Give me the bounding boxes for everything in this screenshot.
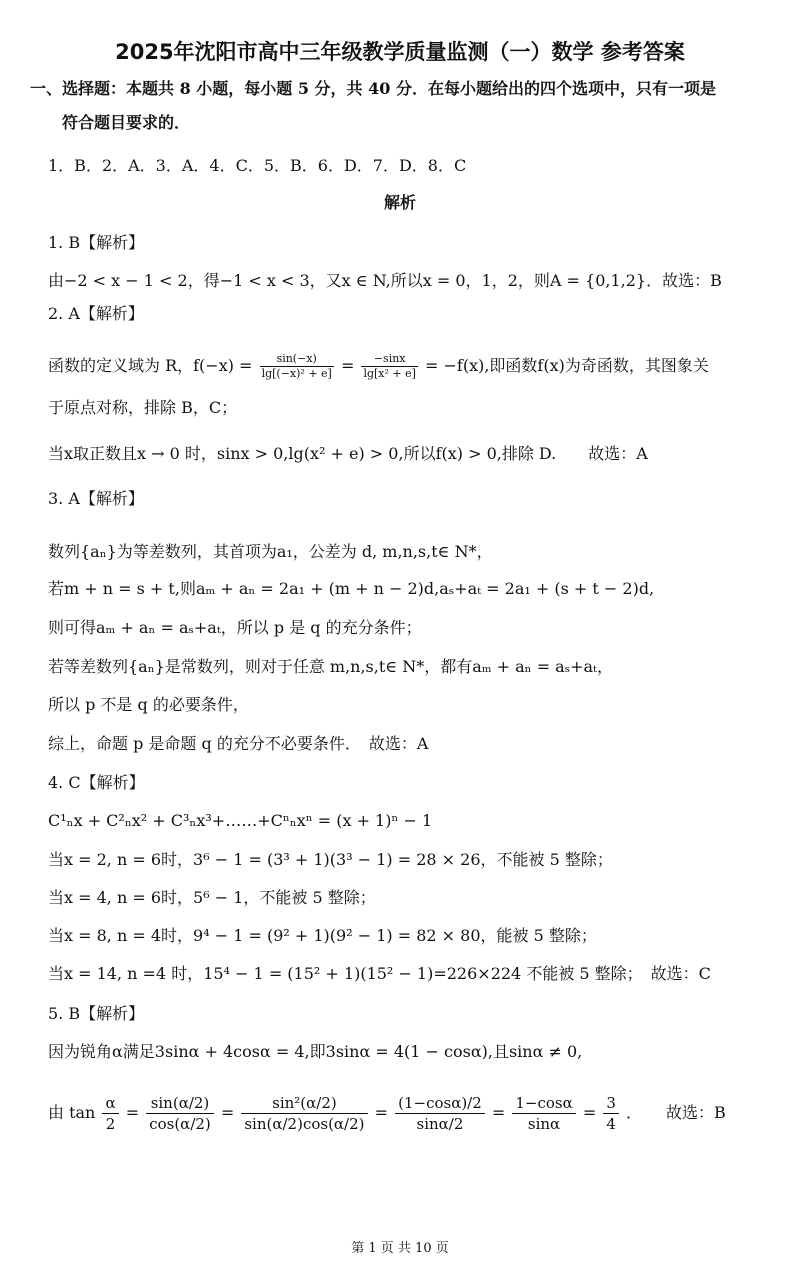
q2-line2: 于原点对称，排除 B，C； bbox=[48, 398, 238, 417]
q2-fraction-2 bbox=[361, 352, 417, 381]
answer-key: 1．B．2．A．3．A．4．C．5．B．6．D．7．D．8．C bbox=[48, 156, 467, 175]
q4-line3: 当x = 4, n = 6时，5⁶ − 1，不能被 5 整除； bbox=[48, 888, 376, 907]
section-heading-line1: 一、选择题：本题共 8 小题，每小题 5 分，共 40 分．在每小题给出的四个选项中，只有一项是 bbox=[30, 79, 716, 98]
q3-line1: 数列{aₙ}为等差数列，其首项为a₁，公差为 d, m,n,s,t∈ N*， bbox=[48, 542, 493, 561]
q5-frac-result-den: 4 bbox=[606, 1115, 616, 1133]
q5-frac-sin-cos bbox=[146, 1093, 214, 1134]
q5-frac-result bbox=[603, 1093, 619, 1134]
q5-frac-sin-squared bbox=[241, 1093, 367, 1134]
q5-tail: ． 故选：B bbox=[625, 1103, 726, 1122]
q4-line4: 当x = 8, n = 4时，9⁴ − 1 = (9² + 1)(9² − 1) = 82 × 80，能被 5 整除； bbox=[48, 926, 597, 945]
page-title: 2025年沈阳市高中三年级教学质量监测（一）数学 参考答案 bbox=[115, 40, 685, 64]
q5-label: 5. B【解析】 bbox=[48, 1004, 145, 1023]
q2-fraction-1-den: lg[(−x)² + e] bbox=[261, 367, 332, 380]
q5-frac-one-minus-cos-den: sinα bbox=[527, 1115, 561, 1133]
q5-eq-3: = bbox=[374, 1103, 389, 1122]
q3-line5: 所以 p 不是 q 的必要条件， bbox=[48, 695, 249, 714]
q3-line6: 综上，命题 p 是命题 q 的充分不必要条件． 故选：A bbox=[48, 734, 429, 753]
q5-eq-5: = bbox=[582, 1103, 597, 1122]
q2-fraction-2-num: −sinx bbox=[361, 352, 417, 367]
q5-frac-one-minus-cos-num: 1−cosα bbox=[512, 1093, 575, 1114]
q2-line1-post: = −f(x),即函数f(x)为奇函数，其图象关 bbox=[425, 356, 709, 375]
q3-line2: 若m + n = s + t,则aₘ + aₙ = 2a₁ + (m + n − 2)d,aₛ+aₜ = 2a₁ + (s + t − 2)d, bbox=[48, 579, 655, 598]
q5-frac-sin-squared-den: sin(α/2)cos(α/2) bbox=[244, 1115, 365, 1133]
q2-line1-pre: 函数的定义域为 R，f(−x) = bbox=[48, 356, 253, 375]
q5-tan-derivation bbox=[48, 1086, 770, 1146]
q4-line5: 当x = 14, n =4 时，15⁴ − 1 = (15² + 1)(15² − 1)=226×224 不能被 5 整除； 故选：C bbox=[48, 964, 711, 983]
q5-frac-one-minus-cos-half-den: sinα/2 bbox=[416, 1115, 464, 1133]
q3-label: 3. A【解析】 bbox=[48, 489, 144, 508]
q3-line4: 若等差数列{aₙ}是常数列，则对于任意 m,n,s,t∈ N*，都有aₘ + aₙ = aₛ+aₜ， bbox=[48, 657, 614, 676]
q3-line3: 则可得aₘ + aₙ = aₛ+aₜ，所以 p 是 q 的充分条件； bbox=[48, 618, 422, 637]
q5-eq-4: = bbox=[491, 1103, 506, 1122]
q5-frac-half-angle-num: α bbox=[102, 1093, 118, 1114]
q5-line1: 因为锐角α满足3sinα + 4cosα = 4,即3sinα = 4(1 − cosα),且sinα ≠ 0, bbox=[48, 1042, 583, 1061]
q2-equals: = bbox=[340, 356, 355, 375]
page-footer: 第 1 页 共 10 页 bbox=[351, 1241, 449, 1256]
q4-line1: C¹ₙx + C²ₙx² + C³ₙx³+……+Cⁿₙxⁿ = (x + 1)ⁿ − 1 bbox=[48, 811, 433, 830]
section-heading-line2: 符合题目要求的． bbox=[62, 113, 191, 132]
q5-frac-one-minus-cos-half-num: (1−cosα)/2 bbox=[395, 1093, 485, 1114]
jiexi-heading: 解析 bbox=[383, 193, 416, 212]
q5-pre: 由 tan bbox=[48, 1103, 96, 1122]
q2-line3: 当x取正数且x → 0 时，sinx > 0,lg(x² + e) > 0,所以f(x) > 0,排除 D. 故选：A bbox=[48, 444, 648, 463]
q2-fraction-1 bbox=[260, 352, 334, 381]
q5-eq-2: = bbox=[220, 1103, 235, 1122]
q2-fraction-2-den: lg[x² + e] bbox=[363, 367, 416, 380]
q4-line2: 当x = 2, n = 6时，3⁶ − 1 = (3³ + 1)(3³ − 1) = 28 × 26，不能被 5 整除； bbox=[48, 850, 613, 869]
q2-label: 2. A【解析】 bbox=[48, 304, 144, 323]
q1-label: 1. B【解析】 bbox=[48, 233, 145, 252]
q5-frac-half-angle-den: 2 bbox=[105, 1115, 116, 1133]
q2-line1 bbox=[48, 352, 770, 381]
q4-label: 4. C【解析】 bbox=[48, 773, 145, 792]
q5-frac-sin-squared-num: sin²(α/2) bbox=[241, 1093, 367, 1114]
q5-frac-half-angle bbox=[102, 1093, 118, 1134]
q2-fraction-1-num: sin(−x) bbox=[260, 352, 334, 367]
q5-frac-sin-cos-num: sin(α/2) bbox=[146, 1093, 214, 1114]
q5-frac-one-minus-cos-half bbox=[395, 1093, 485, 1134]
q5-frac-one-minus-cos bbox=[512, 1093, 575, 1134]
q5-frac-sin-cos-den: cos(α/2) bbox=[149, 1115, 211, 1133]
q5-eq-1: = bbox=[125, 1103, 140, 1122]
q5-frac-result-num: 3 bbox=[603, 1093, 619, 1114]
q1-solution: 由−2 < x − 1 < 2，得−1 < x < 3，又x ∈ N,所以x = 0，1，2，则A = {0,1,2}．故选：B bbox=[48, 271, 722, 290]
